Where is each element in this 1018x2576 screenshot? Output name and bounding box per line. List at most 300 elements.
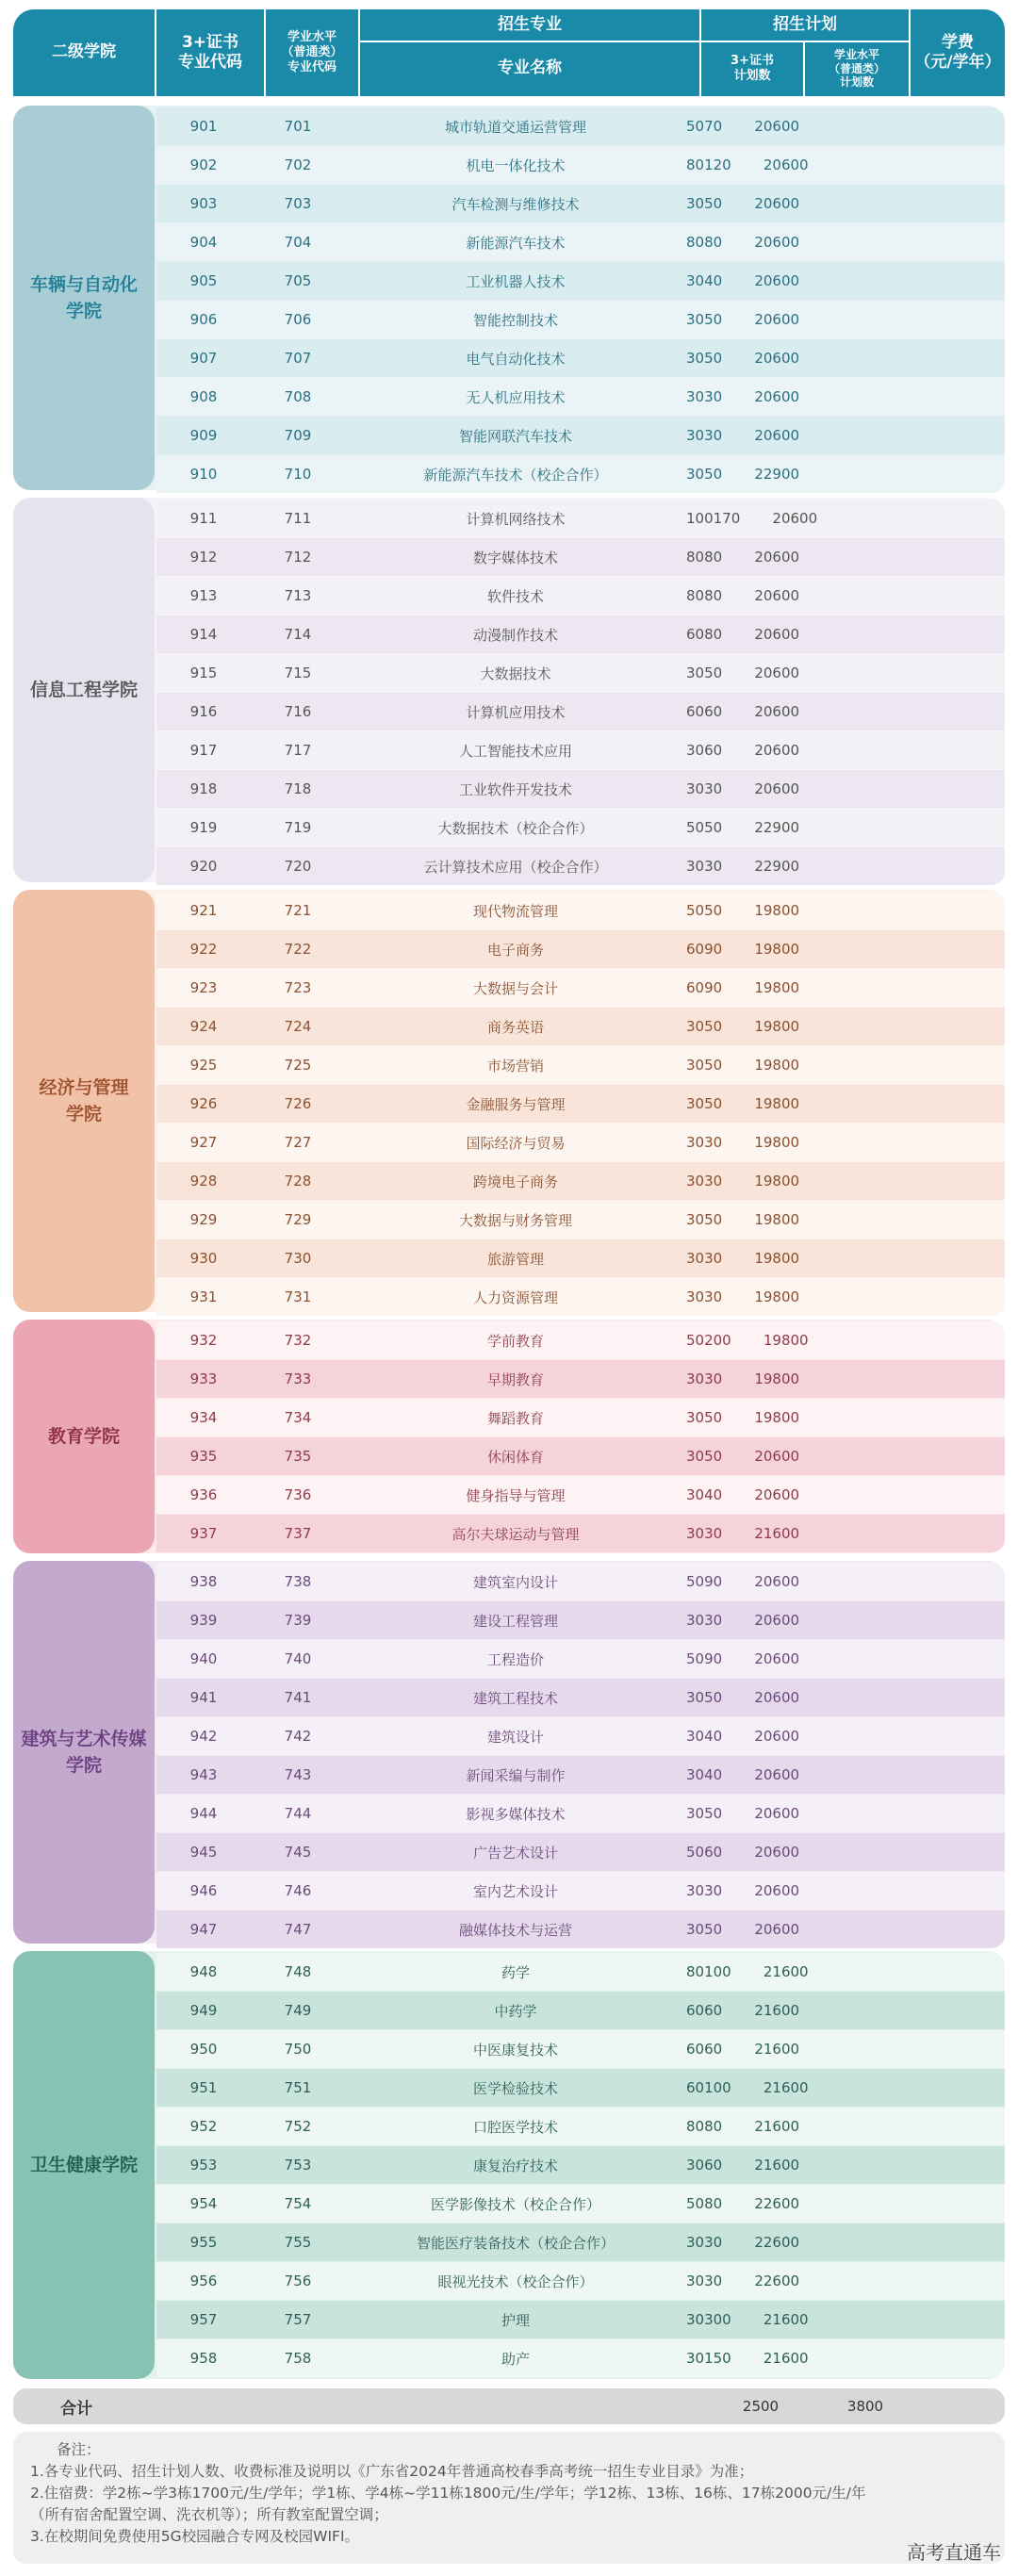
cell-major: 云计算技术应用（校企合作） xyxy=(423,858,608,876)
header-code xyxy=(155,9,264,96)
cell-fee: 20600 xyxy=(754,1573,800,1590)
cell-fee: 20600 xyxy=(754,1650,800,1667)
cell-plan1: 100 xyxy=(686,510,714,527)
header-code2-line1: 学业水平 xyxy=(287,29,337,44)
header-college-label: 二级学院 xyxy=(52,42,116,62)
header-major-group xyxy=(358,9,699,41)
table-row xyxy=(156,1601,1005,1639)
cell-plan1: 60 xyxy=(686,2002,705,2019)
cell-major: 计算机应用技术 xyxy=(466,703,566,721)
cell-code2: 753 xyxy=(284,2157,312,2174)
cell-plan2: 50 xyxy=(704,819,723,836)
cell-code2: 749 xyxy=(284,2002,312,2019)
notes-line-2: 2.住宿费：学2栋~学3栋1700元/生/学年；学1栋、学4栋~学11栋1800元/生/学年；学12栋、13栋、16栋、17栋2000元/生/年 xyxy=(30,2485,866,2502)
cell-plan1: 30 xyxy=(686,1689,705,1706)
cell-major: 金融服务与管理 xyxy=(466,1095,566,1113)
cell-major: 健身指导与管理 xyxy=(466,1486,566,1504)
header-major-name xyxy=(358,41,699,96)
table-row xyxy=(156,1872,1005,1910)
cell-code2: 727 xyxy=(284,1134,312,1151)
cell-plan1: 50 xyxy=(686,819,705,836)
cell-code2: 740 xyxy=(284,1650,312,1667)
cell-plan1: 50 xyxy=(686,118,705,135)
cell-plan2: 80 xyxy=(704,549,723,566)
header-plan2-line3: 计划数 xyxy=(839,75,874,90)
cell-plan1: 50 xyxy=(686,902,705,919)
cell-plan1: 30 xyxy=(686,1882,705,1899)
header-divider xyxy=(358,41,909,42)
college-name-line1: 信息工程学院 xyxy=(29,679,138,700)
cell-fee: 20600 xyxy=(754,1921,800,1938)
cell-plan1: 30 xyxy=(686,665,705,681)
cell-plan1: 80 xyxy=(686,2118,705,2135)
cell-fee: 20600 xyxy=(754,118,800,135)
college-name-text xyxy=(30,271,138,325)
cell-fee: 20600 xyxy=(754,742,800,759)
cell-fee: 21600 xyxy=(754,2002,800,2019)
cell-major: 现代物流管理 xyxy=(472,902,558,920)
cell-major: 中医康复技术 xyxy=(472,2041,558,2059)
cell-code: 916 xyxy=(189,703,218,720)
cell-code: 949 xyxy=(189,2002,218,2019)
table-row xyxy=(156,1162,1005,1200)
cell-code: 955 xyxy=(189,2234,218,2251)
cell-plan2: 70 xyxy=(704,118,723,135)
cell-major: 康复治疗技术 xyxy=(472,2157,558,2174)
cell-major: 人工智能技术应用 xyxy=(458,742,572,760)
cell-fee: 20600 xyxy=(754,587,800,604)
cell-code2: 728 xyxy=(284,1173,312,1190)
cell-fee: 20600 xyxy=(754,1882,800,1899)
cell-code2: 751 xyxy=(284,2079,312,2096)
header-college xyxy=(13,9,155,96)
cell-major: 大数据技术 xyxy=(480,665,551,682)
cell-plan1: 30 xyxy=(686,1612,705,1629)
cell-plan1: 30 xyxy=(686,2311,705,2328)
cell-code2: 748 xyxy=(284,1963,312,1980)
table-row xyxy=(156,847,1005,885)
cell-plan2: 80 xyxy=(704,587,723,604)
cell-code2: 739 xyxy=(284,1612,312,1629)
cell-plan1: 30 xyxy=(686,2157,705,2174)
cell-plan1: 30 xyxy=(686,1486,705,1503)
cell-plan2: 60 xyxy=(704,1844,723,1861)
cell-code: 945 xyxy=(189,1844,218,1861)
cell-code2: 745 xyxy=(284,1844,312,1861)
cell-plan2: 60 xyxy=(704,703,723,720)
cell-major: 新闻采编与制作 xyxy=(466,1766,566,1784)
cell-code2: 723 xyxy=(284,979,312,996)
cell-code2: 716 xyxy=(284,703,312,720)
cell-code: 904 xyxy=(189,234,218,251)
cell-major: 建筑工程技术 xyxy=(472,1689,558,1707)
cell-code2: 752 xyxy=(284,2118,312,2135)
college-name xyxy=(13,890,155,1312)
cell-plan2: 60 xyxy=(704,2002,723,2019)
cell-code: 935 xyxy=(189,1448,218,1465)
cell-fee: 21600 xyxy=(754,1525,800,1542)
cell-code2: 709 xyxy=(284,427,312,444)
cell-major: 国际经济与贸易 xyxy=(466,1134,566,1152)
cell-plan2: 40 xyxy=(704,272,723,289)
cell-code: 950 xyxy=(189,2041,218,2058)
cell-plan1: 60 xyxy=(686,979,705,996)
table-row xyxy=(156,1953,1005,1991)
cell-major: 智能网联汽车技术 xyxy=(458,427,572,445)
cell-fee: 20600 xyxy=(754,665,800,681)
cell-code: 909 xyxy=(189,427,218,444)
table-row xyxy=(156,1679,1005,1716)
table-row xyxy=(156,1640,1005,1678)
table-row xyxy=(156,615,1005,653)
college-name-line2: 学院 xyxy=(65,1104,102,1124)
cell-major: 市场营销 xyxy=(486,1057,544,1075)
cell-plan2: 60 xyxy=(704,2157,723,2174)
header-major-group-label: 招生专业 xyxy=(498,15,562,35)
cell-major: 广告艺术设计 xyxy=(472,1844,558,1862)
table-row xyxy=(156,1360,1005,1398)
table-row xyxy=(156,2108,1005,2145)
cell-plan1: 60 xyxy=(686,626,705,643)
cell-code: 902 xyxy=(189,156,218,173)
table-row xyxy=(156,185,1005,222)
cell-code: 915 xyxy=(189,665,218,681)
cell-major: 汽车检测与维修技术 xyxy=(452,195,580,213)
cell-major: 商务英语 xyxy=(486,1018,544,1036)
table-row xyxy=(156,2030,1005,2068)
cell-major: 工业机器人技术 xyxy=(466,272,566,290)
cell-major: 室内艺术设计 xyxy=(472,1882,558,1900)
cell-plan1: 30 xyxy=(686,1728,705,1745)
cell-plan1: 80 xyxy=(686,156,705,173)
cell-code: 943 xyxy=(189,1766,218,1783)
cell-code2: 737 xyxy=(284,1525,312,1542)
cell-code2: 738 xyxy=(284,1573,312,1590)
cell-major: 新能源汽车技术 xyxy=(466,234,566,252)
cell-code2: 720 xyxy=(284,858,312,875)
cell-code2: 703 xyxy=(284,195,312,212)
cell-code2: 704 xyxy=(284,234,312,251)
table-row xyxy=(156,339,1005,377)
cell-code: 923 xyxy=(189,979,218,996)
cell-plan1: 80 xyxy=(686,234,705,251)
cell-code: 907 xyxy=(189,350,218,367)
cell-plan1: 30 xyxy=(686,1766,705,1783)
cell-code: 910 xyxy=(189,466,218,483)
cell-major: 建筑设计 xyxy=(486,1728,544,1746)
cell-plan1: 30 xyxy=(686,1805,705,1822)
cell-plan2: 300 xyxy=(704,2311,731,2328)
cell-fee: 20600 xyxy=(754,272,800,289)
notes-line-1: 1.各专业代码、招生计划人数、收费标准及说明以《广东省2024年普通高校春季高考统一招生专业目录》为准； xyxy=(30,2463,754,2480)
cell-plan2: 100 xyxy=(704,1963,731,1980)
cell-fee: 20600 xyxy=(754,1689,800,1706)
table-row xyxy=(156,2146,1005,2184)
cell-plan1: 30 xyxy=(686,272,705,289)
cell-plan1: 30 xyxy=(686,1409,705,1426)
cell-code: 903 xyxy=(189,195,218,212)
table-row xyxy=(156,770,1005,808)
cell-code2: 758 xyxy=(284,2350,312,2367)
table-row xyxy=(156,1046,1005,1084)
cell-major: 影视多媒体技术 xyxy=(466,1805,566,1823)
table-row xyxy=(156,1321,1005,1359)
cell-plan2: 80 xyxy=(704,234,723,251)
header-code-line1: 3+证书 xyxy=(181,32,239,52)
cell-plan1: 30 xyxy=(686,1134,705,1151)
cell-major: 智能医疗装备技术（校企合作） xyxy=(416,2234,615,2252)
cell-plan2: 50 xyxy=(704,1921,723,1938)
cell-code: 947 xyxy=(189,1921,218,1938)
cell-fee: 19800 xyxy=(754,902,800,919)
cell-major: 城市轨道交通运营管理 xyxy=(444,118,586,136)
cell-code: 906 xyxy=(189,311,218,328)
cell-major: 建筑室内设计 xyxy=(472,1573,558,1591)
table-row xyxy=(156,1008,1005,1045)
cell-plan2: 30 xyxy=(704,427,723,444)
header-code2-line2: （普通类） xyxy=(281,44,343,59)
table-row xyxy=(156,809,1005,846)
cell-major: 机电一体化技术 xyxy=(466,156,566,174)
cell-fee: 20600 xyxy=(754,703,800,720)
cell-plan2: 100 xyxy=(704,2079,731,2096)
college-name-text xyxy=(21,1726,146,1780)
cell-code2: 757 xyxy=(284,2311,312,2328)
cell-plan1: 30 xyxy=(686,388,705,405)
cell-plan2: 50 xyxy=(704,1057,723,1074)
cell-major: 智能控制技术 xyxy=(472,311,558,329)
cell-plan1: 50 xyxy=(686,2195,705,2212)
cell-code: 954 xyxy=(189,2195,218,2212)
cell-plan1: 30 xyxy=(686,195,705,212)
cell-code2: 717 xyxy=(284,742,312,759)
header-fee-line2: （元/学年） xyxy=(914,53,1001,72)
cell-plan2: 50 xyxy=(704,665,723,681)
table-row xyxy=(156,892,1005,929)
cell-code2: 721 xyxy=(284,902,312,919)
cell-fee: 20600 xyxy=(754,195,800,212)
header-plan2 xyxy=(803,41,909,96)
cell-code: 951 xyxy=(189,2079,218,2096)
cell-code2: 714 xyxy=(284,626,312,643)
cell-plan2: 60 xyxy=(704,2041,723,2058)
table-row xyxy=(156,1833,1005,1871)
cell-fee: 19800 xyxy=(754,979,800,996)
cell-major: 电气自动化技术 xyxy=(466,350,566,368)
cell-code: 940 xyxy=(189,1650,218,1667)
cell-code2: 719 xyxy=(284,819,312,836)
notes-box xyxy=(13,2432,1005,2564)
cell-code: 927 xyxy=(189,1134,218,1151)
cell-fee: 20600 xyxy=(754,311,800,328)
college-name-line2: 学院 xyxy=(65,1755,102,1776)
cell-plan2: 50 xyxy=(704,1448,723,1465)
cell-plan2: 30 xyxy=(704,2234,723,2251)
cell-plan1: 30 xyxy=(686,742,705,759)
cell-code2: 713 xyxy=(284,587,312,604)
cell-plan2: 30 xyxy=(704,858,723,875)
header-major-name-label: 专业名称 xyxy=(498,58,562,78)
cell-fee: 22600 xyxy=(754,2272,800,2289)
cell-code: 933 xyxy=(189,1370,218,1387)
cell-major: 中药学 xyxy=(494,2002,537,2020)
cell-code2: 702 xyxy=(284,156,312,173)
cell-fee: 21600 xyxy=(754,2118,800,2135)
cell-code: 912 xyxy=(189,549,218,566)
cell-plan2: 80 xyxy=(704,2118,723,2135)
cell-code2: 726 xyxy=(284,1095,312,1112)
total-label: 合计 xyxy=(60,2399,92,2419)
cell-code2: 735 xyxy=(284,1448,312,1465)
college-name-line1: 教育学院 xyxy=(47,1425,120,1447)
cell-plan1: 30 xyxy=(686,1018,705,1035)
header-fee-line1: 学费 xyxy=(942,32,974,52)
cell-code2: 707 xyxy=(284,350,312,367)
cell-plan2: 80 xyxy=(704,2195,723,2212)
cell-fee: 20600 xyxy=(754,350,800,367)
table-row xyxy=(156,2339,1005,2377)
cell-code: 921 xyxy=(189,902,218,919)
cell-code2: 733 xyxy=(284,1370,312,1387)
table-row xyxy=(156,577,1005,615)
cell-plan2: 50 xyxy=(704,1409,723,1426)
cell-fee: 21600 xyxy=(763,2079,809,2096)
cell-code: 922 xyxy=(189,941,218,958)
cell-fee: 22600 xyxy=(754,2195,800,2212)
cell-code2: 718 xyxy=(284,780,312,797)
header-plan1-line1: 3+证书 xyxy=(731,53,774,68)
cell-fee: 19800 xyxy=(754,1057,800,1074)
college-name-line1: 卫生健康学院 xyxy=(29,2154,138,2175)
cell-fee: 20600 xyxy=(754,1728,800,1745)
cell-plan2: 90 xyxy=(704,979,723,996)
cell-plan1: 30 xyxy=(686,2350,705,2367)
cell-major: 跨境电子商务 xyxy=(472,1173,558,1190)
cell-plan2: 30 xyxy=(704,1525,723,1542)
college-name-line1: 建筑与艺术传媒 xyxy=(21,1728,147,1749)
cell-fee: 20600 xyxy=(772,510,818,527)
cell-fee: 20600 xyxy=(754,1486,800,1503)
college-name-text xyxy=(48,1423,120,1451)
cell-plan1: 30 xyxy=(686,1921,705,1938)
table-row xyxy=(156,455,1005,493)
table-row xyxy=(156,2069,1005,2107)
notes-line-4: 3.在校期间免费使用5G校园融合专网及校园WIFI。 xyxy=(30,2528,360,2545)
cell-major: 早期教育 xyxy=(486,1370,544,1388)
cell-plan1: 50 xyxy=(686,1573,705,1590)
cell-fee: 20600 xyxy=(754,234,800,251)
cell-plan1: 50 xyxy=(686,1332,705,1349)
table-row xyxy=(156,1239,1005,1277)
cell-major: 动漫制作技术 xyxy=(472,626,558,644)
cell-code: 928 xyxy=(189,1173,218,1190)
cell-plan2: 30 xyxy=(704,1370,723,1387)
table-row xyxy=(156,378,1005,416)
cell-fee: 20600 xyxy=(754,780,800,797)
cell-major: 口腔医学技术 xyxy=(472,2118,558,2136)
cell-plan1: 80 xyxy=(686,1963,705,1980)
table-row xyxy=(156,107,1005,145)
cell-plan2: 90 xyxy=(704,1573,723,1590)
cell-plan2: 30 xyxy=(704,780,723,797)
cell-code2: 701 xyxy=(284,118,312,135)
table-row xyxy=(156,223,1005,261)
table-row xyxy=(156,2185,1005,2223)
table-row xyxy=(156,146,1005,184)
cell-major: 医学影像技术（校企合作） xyxy=(430,2195,600,2213)
header-code-line2: 专业代码 xyxy=(178,53,242,72)
cell-code2: 712 xyxy=(284,549,312,566)
cell-major: 数字媒体技术 xyxy=(472,549,558,566)
cell-major: 工程造价 xyxy=(486,1650,544,1668)
cell-code: 926 xyxy=(189,1095,218,1112)
cell-plan1: 30 xyxy=(686,1525,705,1542)
table-row xyxy=(156,1124,1005,1161)
cell-fee: 22900 xyxy=(754,858,800,875)
cell-plan1: 80 xyxy=(686,549,705,566)
cell-fee: 19800 xyxy=(754,1409,800,1426)
cell-code2: 715 xyxy=(284,665,312,681)
total-plan1: 2500 xyxy=(742,2398,780,2415)
college-name xyxy=(13,106,155,490)
college-name-line1: 经济与管理 xyxy=(39,1076,129,1098)
cell-code: 941 xyxy=(189,1689,218,1706)
cell-major: 舞蹈教育 xyxy=(486,1409,544,1427)
cell-plan1: 60 xyxy=(686,2041,705,2058)
cell-major: 医学检验技术 xyxy=(472,2079,558,2097)
cell-fee: 22900 xyxy=(754,819,800,836)
table-header xyxy=(13,9,1005,96)
cell-plan1: 30 xyxy=(686,780,705,797)
cell-fee: 19800 xyxy=(754,1095,800,1112)
cell-code: 937 xyxy=(189,1525,218,1542)
cell-code: 917 xyxy=(189,742,218,759)
college-name-text xyxy=(30,677,138,704)
cell-plan2: 120 xyxy=(704,156,731,173)
cell-plan2: 90 xyxy=(704,1650,723,1667)
cell-fee: 19800 xyxy=(754,1134,800,1151)
table-row xyxy=(156,1278,1005,1316)
header-fee xyxy=(909,9,1005,96)
cell-major: 助产 xyxy=(501,2350,530,2368)
cell-code: 905 xyxy=(189,272,218,289)
cell-code: 918 xyxy=(189,780,218,797)
cell-major: 旅游管理 xyxy=(486,1250,544,1268)
cell-code2: 743 xyxy=(284,1766,312,1783)
cell-code: 953 xyxy=(189,2157,218,2174)
cell-fee: 19800 xyxy=(754,1173,800,1190)
cell-plan2: 30 xyxy=(704,388,723,405)
cell-plan2: 50 xyxy=(704,1689,723,1706)
cell-plan1: 30 xyxy=(686,350,705,367)
cell-fee: 20600 xyxy=(763,156,809,173)
cell-plan1: 30 xyxy=(686,1288,705,1305)
cell-plan2: 40 xyxy=(704,1766,723,1783)
cell-plan2: 30 xyxy=(704,1250,723,1267)
cell-code2: 756 xyxy=(284,2272,312,2289)
table-row xyxy=(156,654,1005,692)
cell-major: 高尔夫球运动与管理 xyxy=(452,1525,580,1543)
cell-code2: 729 xyxy=(284,1211,312,1228)
cell-code: 929 xyxy=(189,1211,218,1228)
cell-fee: 19800 xyxy=(754,1370,800,1387)
cell-major: 无人机应用技术 xyxy=(466,388,566,406)
cell-code2: 731 xyxy=(284,1288,312,1305)
cell-code2: 741 xyxy=(284,1689,312,1706)
table-row xyxy=(156,969,1005,1007)
table-row xyxy=(156,1756,1005,1794)
table-row xyxy=(156,417,1005,454)
